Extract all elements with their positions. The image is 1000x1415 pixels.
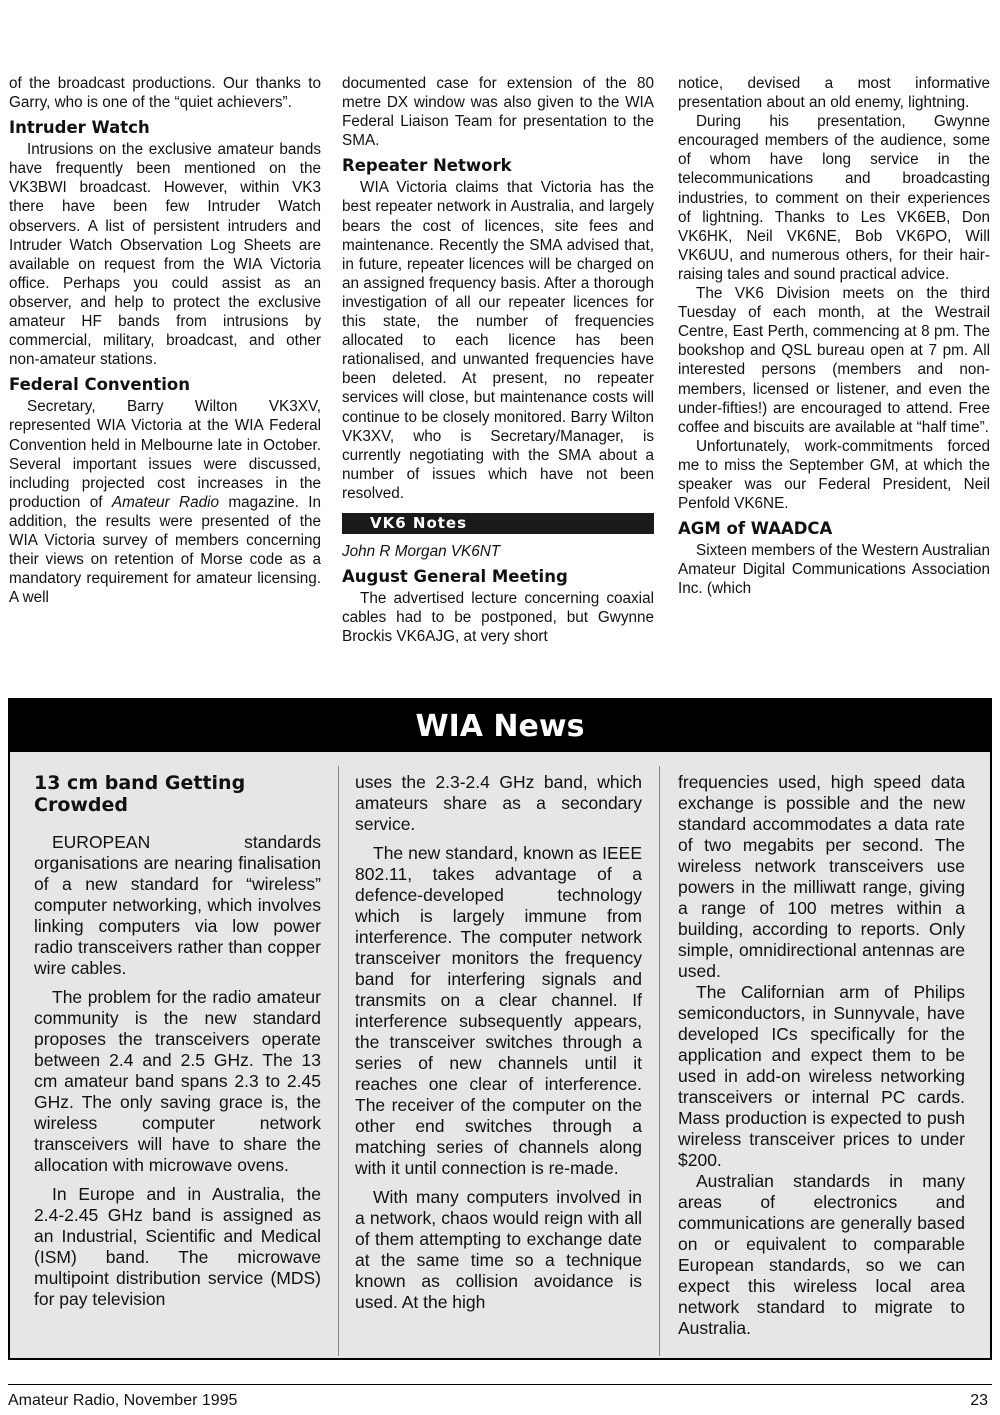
column-divider <box>659 766 660 1356</box>
news-column-2 <box>355 772 642 1321</box>
heading-agm-waadca: AGM of WAADCA <box>678 519 833 539</box>
news-heading: 13 cm band Getting Crowded <box>34 772 246 816</box>
text: magazine. In addition, the results were presented of the WIA Victoria survey of members concerning their views on retention of Morse code as a mandatory requirement for amateur licensing. A well <box>9 493 322 607</box>
paragraph: Australian standards in many areas of electronics and communications are generally based on or equivalent to comparable European standards, so we can expect this wireless local area network standard to migrate to Australia. <box>678 1171 965 1338</box>
text: Secretary, Barry Wilton VK3XV, represented WIA Victoria at the WIA Federal Convention held in Melbourne late in October. Several important issues were discussed, including projected cost increases in the production of <box>9 398 321 511</box>
byline: John R Morgan VK6NT <box>342 542 501 560</box>
paragraph: With many computers involved in a network, chaos would reign with all of them attempting to exchange date at the same time so a technique known as collision avoidance is used. At the high <box>355 1187 642 1312</box>
heading-repeater-network: Repeater Network <box>342 156 512 176</box>
paragraph: Unfortunately, work-commitments forced me to miss the September GM, at which the speaker was our Federal President, Neil Penfold VK6NE. <box>678 437 990 513</box>
footer-publication: Amateur Radio, November 1995 <box>8 1392 238 1409</box>
news-column-3 <box>678 772 965 1347</box>
paragraph: WIA Victoria claims that Victoria has the best repeater network in Australia, and largely bears the cost of licences, site fees and maintenance. Recently the SMA advised that, in future, repeater licences will be charged on an assigned frequency basis. After a thorough investigation of all our repeater licences for this state, the number of frequencies allocated to each licence has been rationalised, and unwanted frequencies have been deleted. At present, no repeater services will close, but maintenance costs will continue to be closely monitored. Barry Wilton VK3XV, who is Secretary/Manager, is currently negotiating with the SMA about a number of issues which have not been resolved. <box>342 179 654 502</box>
wia-news-title: WIA News <box>10 700 990 752</box>
paragraph: The Californian arm of Philips semiconductors, in Sunnyvale, have developed ICs specifically for the application and expect them to be used in add-on wireless networking transceivers or internal PC cards. Mass production is expected to push wireless transceiver prices to under $200. <box>678 982 965 1170</box>
news-column-1 <box>34 772 321 1318</box>
magazine-title: Amateur Radio <box>111 493 219 511</box>
paragraph: EUROPEAN standards organisations are nearing finalisation of a new standard for “wireless” computer networking, which involves linking computers via low power radio transceivers rather than copper wire cables. <box>34 832 321 978</box>
paragraph: notice, devised a most informative presentation about an old enemy, lightning. <box>678 75 990 112</box>
paragraph: uses the 2.3-2.4 GHz band, which amateurs share as a secondary service. <box>355 772 642 834</box>
column-2 <box>342 74 654 646</box>
paragraph <box>9 397 321 607</box>
heading-august-general-meeting: August General Meeting <box>342 567 568 587</box>
paragraph: documented case for extension of the 80 metre DX window was also given to the WIA Federal Liaison Team for presentation to the SMA. <box>342 75 654 150</box>
page-number: 23 <box>970 1392 988 1409</box>
heading-federal-convention: Federal Convention <box>9 375 190 395</box>
footer-rule <box>8 1384 992 1385</box>
wia-news-box <box>8 698 992 1360</box>
paragraph: of the broadcast productions. Our thanks to Garry, who is one of the “quiet achievers”. <box>9 75 321 112</box>
wia-news-body <box>10 752 990 1358</box>
section-banner-vk6-notes: VK6 Notes <box>342 513 654 534</box>
paragraph: During his presentation, Gwynne encouraged members of the audience, some of whom have long service in the telecommunications and broadcasting industries, to comment on their experiences of lightning. Thanks to Les VK6EB, Don VK6HK, Neil VK6NE, Bob VK6PO, Will VK6UU, and numerous others, for their hair-raising tales and sound practical advice. <box>678 113 990 283</box>
paragraph: In Europe and in Australia, the 2.4-2.45 GHz band is assigned as an Industrial, Scientific and Medical (ISM) band. The microwave multipoint distribution service (MDS) for pay television <box>34 1184 321 1309</box>
paragraph: The problem for the radio amateur community is the new standard proposes the transceivers operate between 2.4 and 2.5 GHz. The 13 cm amateur band spans 2.3 to 2.45 GHz. The only saving grace is, the wireless computer network transceivers will have to share the allocation with microwave ovens. <box>34 987 321 1175</box>
paragraph: frequencies used, high speed data exchange is possible and the new standard accommodates a data rate of two megabits per second. The wireless network transceivers use powers in the milliwatt range, giving a range of 100 metres within a building, according to reports. Only simple, omnidirectional antennas are used. <box>678 772 965 981</box>
column-divider <box>338 766 339 1356</box>
paragraph: The VK6 Division meets on the third Tuesday of each month, at the Westrail Centre, East Perth, commencing at 8 pm. The bookshop and QSL bureau open at 7 pm. All interested persons (members and non-members, licensed or listener, and even the under-fifties!) are encouraged to attend. Free coffee and biscuits are available at “half time”. <box>678 285 990 436</box>
heading-intruder-watch: Intruder Watch <box>9 118 150 138</box>
column-3 <box>678 74 990 598</box>
paragraph: The new standard, known as IEEE 802.11, takes advantage of a defence-developed technology which is largely immune from interference. The computer network transceiver monitors the frequency band for interfering signals and transmits on a clear channel. If interference subsequently appears, the transceiver switches through a series of new channels until it reaches one clear of interference. The receiver of the computer on the other end switches through a matching series of channels along with it until connection is re-made. <box>355 843 642 1178</box>
paragraph: The advertised lecture concerning coaxial cables had to be postponed, but Gwynne Brockis VK6AJG, at very short <box>342 590 654 646</box>
paragraph: Sixteen members of the Western Australian Amateur Digital Communications Association Inc. (which <box>678 542 990 598</box>
paragraph: Intrusions on the exclusive amateur bands have frequently been mentioned on the VK3BWI broadcast. However, within VK3 there have been few Intruder Watch observers. A list of persistent intruders and Intruder Watch Observation Log Sheets are available on request from the WIA Victoria office. Perhaps you could assist as an observer, and help to protect the exclusive amateur HF bands from intrusions by commercial, military, broadcast, and other non-amateur stations. <box>9 141 321 369</box>
column-1 <box>9 74 321 607</box>
